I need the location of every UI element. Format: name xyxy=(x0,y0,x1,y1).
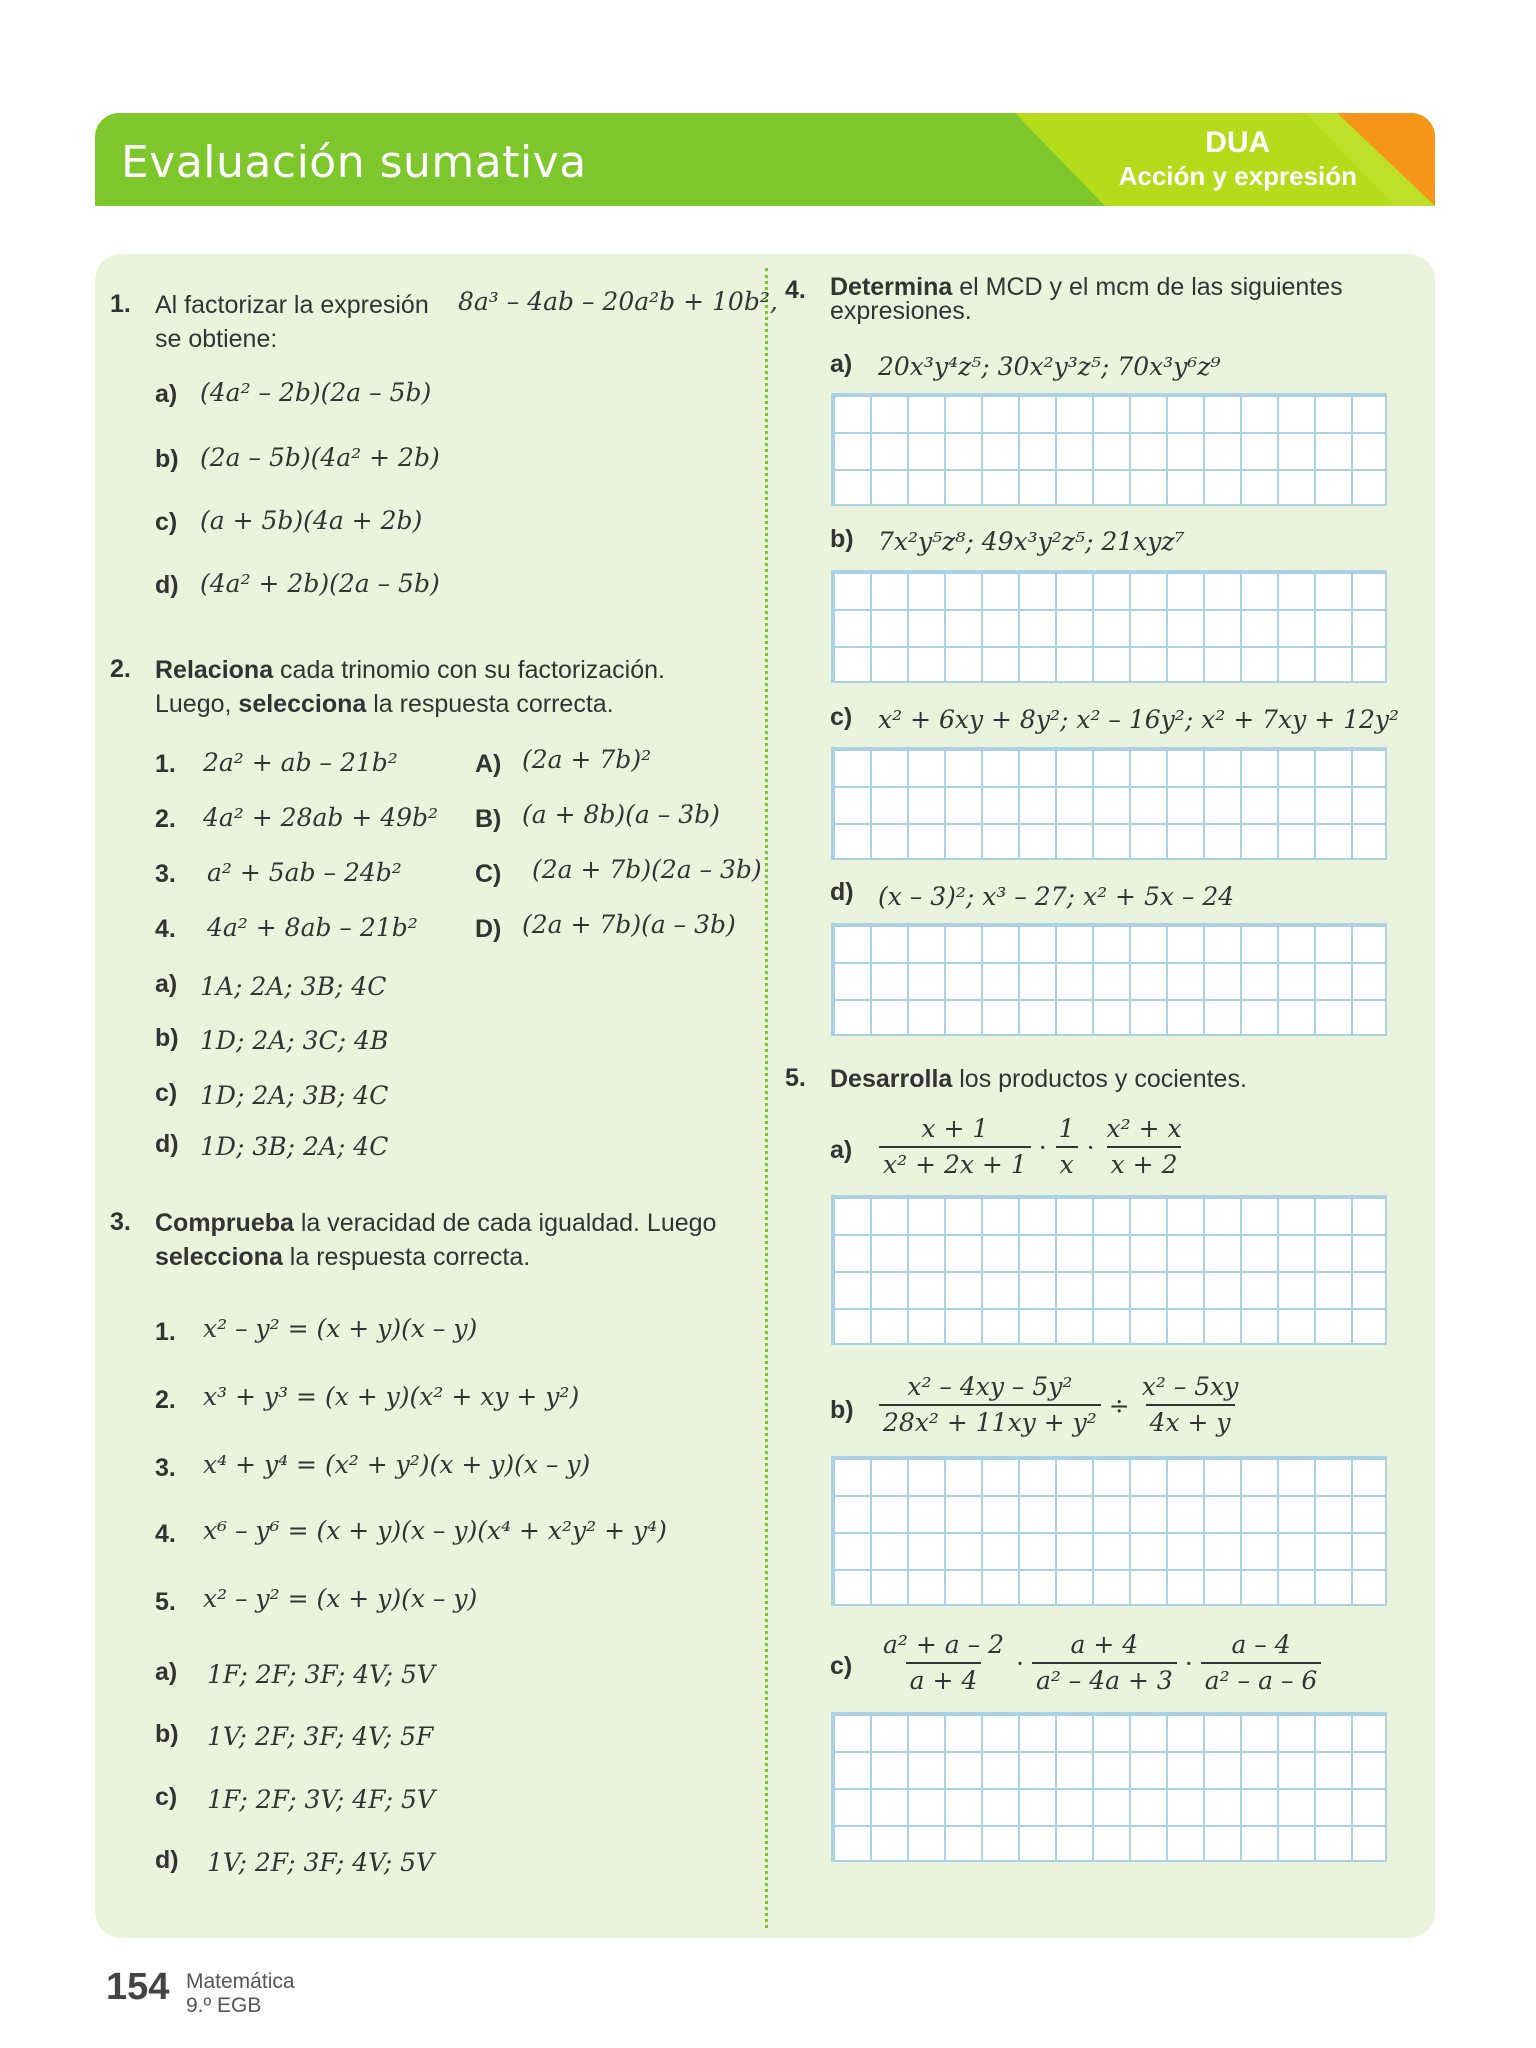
q4-answer-grid-b[interactable] xyxy=(831,570,1387,683)
q5-answer-grid-a[interactable] xyxy=(831,1195,1387,1345)
q2-text2b: la respuesta correcta. xyxy=(366,690,614,718)
q5-a-fraction-3 xyxy=(1103,1112,1186,1182)
q5-c-fraction-1 xyxy=(879,1628,1008,1698)
q4-number: 4. xyxy=(785,276,806,304)
q1-number: 1. xyxy=(110,290,131,318)
q3-option-a-label[interactable]: a) xyxy=(155,1658,178,1686)
q5-c-num3: a – 4 xyxy=(1231,1630,1291,1659)
q2-option-a-label[interactable]: a) xyxy=(155,970,178,998)
q5-text: los productos y cocientes. xyxy=(952,1065,1247,1093)
q5-c-den3: a² – a – 6 xyxy=(1201,1662,1322,1698)
q3-item-2-number: 2. xyxy=(155,1386,176,1414)
q5-bold: Desarrolla xyxy=(830,1065,953,1093)
dua-badge-subtitle: Acción y expresión xyxy=(1118,161,1357,191)
column-divider xyxy=(765,268,768,1928)
q2-factorization-C-label: C) xyxy=(475,860,502,888)
q4-item-d-label: d) xyxy=(830,878,854,906)
q3-line1 xyxy=(155,1206,716,1240)
q2-factorization-C: (2a + 7b)(2a – 3b) xyxy=(532,855,762,884)
q4-item-d: (x – 3)²; x³ – 27; x² + 5x – 24 xyxy=(878,882,1235,911)
q2-line2 xyxy=(155,687,614,721)
q3-bold1: Comprueba xyxy=(155,1209,294,1237)
q2-factorization-D-label: D) xyxy=(475,915,502,943)
q5-b-fraction-2 xyxy=(1138,1370,1243,1440)
q5-c-den2: a² – 4a + 3 xyxy=(1032,1662,1177,1698)
q3-item-4: x⁶ – y⁶ = (x + y)(x – y)(x⁴ + x²y² + y⁴) xyxy=(203,1516,667,1545)
q1-option-c-label[interactable]: c) xyxy=(155,508,178,536)
q4-item-b: 7x²y⁵z⁸; 49x³y²z⁵; 21xyz⁷ xyxy=(878,527,1185,556)
footer-subject: Matemática xyxy=(186,1970,295,1993)
q2-trinomial-2: 4a² + 28ab + 49b² xyxy=(203,803,439,832)
q5-c-op1: · xyxy=(1015,1648,1024,1678)
q3-option-d[interactable]: 1V; 2F; 3F; 4V; 5V xyxy=(207,1848,435,1877)
q2-factorization-A: (2a + 7b)² xyxy=(522,745,652,774)
q4-item-a-label: a) xyxy=(830,350,853,378)
q3-item-4-number: 4. xyxy=(155,1520,176,1548)
q5-item-c-label: c) xyxy=(830,1652,853,1680)
q3-number: 3. xyxy=(110,1208,131,1236)
q5-c-num2: a + 4 xyxy=(1070,1630,1139,1659)
q5-b-op1: ÷ xyxy=(1108,1390,1130,1420)
q5-a-den1: x² + 2x + 1 xyxy=(879,1146,1031,1182)
q2-option-c[interactable]: 1D; 2A; 3B; 4C xyxy=(200,1081,389,1110)
q4-item-c-label: c) xyxy=(830,703,853,731)
q1-text: Al factorizar la expresión xyxy=(155,291,429,319)
q5-answer-grid-b[interactable] xyxy=(831,1456,1387,1606)
q3-item-3-number: 3. xyxy=(155,1454,176,1482)
q5-a-num3: x² + x xyxy=(1106,1114,1182,1143)
q2-trinomial-2-number: 2. xyxy=(155,805,176,833)
q5-a-fraction-1 xyxy=(879,1112,1031,1182)
q4-item-a: 20x³y⁴z⁵; 30x²y³z⁵; 70x³y⁶z⁹ xyxy=(878,352,1221,381)
q5-a-num2: 1 xyxy=(1058,1114,1075,1143)
q4-item-c: x² + 6xy + 8y²; x² – 16y²; x² + 7xy + 12y² xyxy=(878,705,1400,734)
q2-option-a[interactable]: 1A; 2A; 3B; 4C xyxy=(200,972,387,1001)
section-title: Evaluación sumativa xyxy=(121,137,587,188)
q5-item-a-expression xyxy=(875,1112,1190,1182)
q2-option-b-label[interactable]: b) xyxy=(155,1024,179,1052)
q2-option-d[interactable]: 1D; 3B; 2A; 4C xyxy=(200,1132,389,1161)
q5-a-num1: x + 1 xyxy=(921,1114,989,1143)
q2-factorization-B: (a + 8b)(a – 3b) xyxy=(522,800,720,829)
q3-option-c[interactable]: 1F; 2F; 3V; 4F; 5V xyxy=(207,1785,435,1814)
q3-item-1-number: 1. xyxy=(155,1318,176,1346)
q3-option-b[interactable]: 1V; 2F; 3F; 4V; 5F xyxy=(207,1722,434,1751)
q3-item-5: x² – y² = (x + y)(x – y) xyxy=(203,1584,478,1613)
q3-item-5-number: 5. xyxy=(155,1588,176,1616)
dua-badge xyxy=(1119,127,1357,193)
q4-bold: Determina xyxy=(830,273,953,301)
q1-option-d[interactable]: (4a² + 2b)(2a – 5b) xyxy=(200,569,440,598)
q1-option-c[interactable]: (a + 5b)(4a + 2b) xyxy=(200,506,423,535)
page-number: 154 xyxy=(106,1966,170,2008)
q5-c-fraction-3 xyxy=(1201,1628,1322,1698)
q5-item-b-expression xyxy=(875,1370,1246,1440)
q2-factorization-D: (2a + 7b)(a – 3b) xyxy=(522,910,736,939)
q2-trinomial-1: 2a² + ab – 21b² xyxy=(203,748,398,777)
q5-c-den1: a + 4 xyxy=(906,1662,982,1698)
q5-number: 5. xyxy=(785,1064,806,1092)
q4-item-b-label: b) xyxy=(830,525,854,553)
q4-answer-grid-a[interactable] xyxy=(831,393,1387,506)
q1-option-a-label[interactable]: a) xyxy=(155,380,178,408)
q1-option-b-label[interactable]: b) xyxy=(155,445,179,473)
q2-trinomial-1-number: 1. xyxy=(155,750,176,778)
q2-trinomial-4-number: 4. xyxy=(155,915,176,943)
q5-b-den1: 28x² + 11xy + y² xyxy=(879,1404,1101,1440)
footer-grade: 9.º EGB xyxy=(186,1994,262,2017)
q5-a-den3: x + 2 xyxy=(1107,1146,1182,1182)
dua-badge-title: DUA xyxy=(1205,126,1271,159)
q4-answer-grid-c[interactable] xyxy=(831,747,1387,860)
q3-text2: la respuesta correcta. xyxy=(282,1243,531,1271)
q5-a-den2: x xyxy=(1056,1146,1078,1182)
q5-item-a-label: a) xyxy=(830,1136,853,1164)
q3-item-3: x⁴ + y⁴ = (x² + y²)(x + y)(x – y) xyxy=(203,1450,591,1479)
q5-b-fraction-1 xyxy=(879,1370,1101,1440)
q2-number: 2. xyxy=(110,655,131,683)
q5-b-den2: 4x + y xyxy=(1146,1404,1235,1440)
q2-option-c-label[interactable]: c) xyxy=(155,1079,178,1107)
q4-text1: el MCD y el mcm de las siguientes xyxy=(952,273,1343,301)
q5-a-fraction-2 xyxy=(1055,1112,1079,1182)
q3-line2 xyxy=(155,1240,530,1274)
q3-item-2: x³ + y³ = (x + y)(x² + xy + y²) xyxy=(203,1382,580,1411)
q2-bold2: selecciona xyxy=(238,690,367,718)
q2-bold1: Relaciona xyxy=(155,656,274,684)
q5-a-op1: · xyxy=(1038,1132,1047,1162)
q2-line1 xyxy=(155,653,745,687)
q4-answer-grid-d[interactable] xyxy=(831,923,1387,1036)
q1-text2: se obtiene: xyxy=(155,325,278,353)
section-header xyxy=(95,113,1435,206)
q2-trinomial-3-number: 3. xyxy=(155,860,176,888)
q2-trinomial-3: a² + 5ab – 24b² xyxy=(207,858,402,887)
q2-text2a: Luego, xyxy=(155,690,239,718)
q2-factorization-B-label: B) xyxy=(475,805,502,833)
q2-option-d-label[interactable]: d) xyxy=(155,1130,179,1158)
q5-b-num2: x² – 5xy xyxy=(1141,1372,1239,1401)
q1-expression: 8a³ – 4ab – 20a²b + 10b², xyxy=(458,287,778,316)
q3-text1: la veracidad de cada igualdad. Luego xyxy=(293,1209,717,1237)
q3-option-b-label[interactable]: b) xyxy=(155,1720,179,1748)
q5-c-num1: a² + a – 2 xyxy=(883,1630,1004,1659)
q2-option-b[interactable]: 1D; 2A; 3C; 4B xyxy=(200,1026,389,1055)
q2-factorization-A-label: A) xyxy=(475,750,502,778)
q4-text2: expresiones. xyxy=(830,297,972,325)
q3-option-a[interactable]: 1F; 2F; 3F; 4V; 5V xyxy=(207,1660,435,1689)
q5-a-op2: · xyxy=(1086,1132,1095,1162)
q3-option-d-label[interactable]: d) xyxy=(155,1846,179,1874)
q5-c-fraction-2 xyxy=(1032,1628,1177,1698)
q5-c-op2: · xyxy=(1184,1648,1193,1678)
q3-item-1: x² – y² = (x + y)(x – y) xyxy=(203,1314,478,1343)
q5-item-c-expression xyxy=(875,1628,1325,1698)
q1-option-a[interactable]: (4a² – 2b)(2a – 5b) xyxy=(200,378,432,407)
q3-option-c-label[interactable]: c) xyxy=(155,1783,178,1811)
q5-item-b-label: b) xyxy=(830,1396,854,1424)
q5-line xyxy=(830,1062,1247,1096)
q1-option-d-label[interactable]: d) xyxy=(155,571,179,599)
q1-option-b[interactable]: (2a – 5b)(4a² + 2b) xyxy=(200,443,440,472)
q5-answer-grid-c[interactable] xyxy=(831,1712,1387,1862)
q3-bold2: selecciona xyxy=(155,1243,283,1271)
q5-b-num1: x² – 4xy – 5y² xyxy=(907,1372,1073,1401)
q2-text1: cada trinomio con su factorización. xyxy=(273,656,665,684)
q2-trinomial-4: 4a² + 8ab – 21b² xyxy=(207,913,418,942)
